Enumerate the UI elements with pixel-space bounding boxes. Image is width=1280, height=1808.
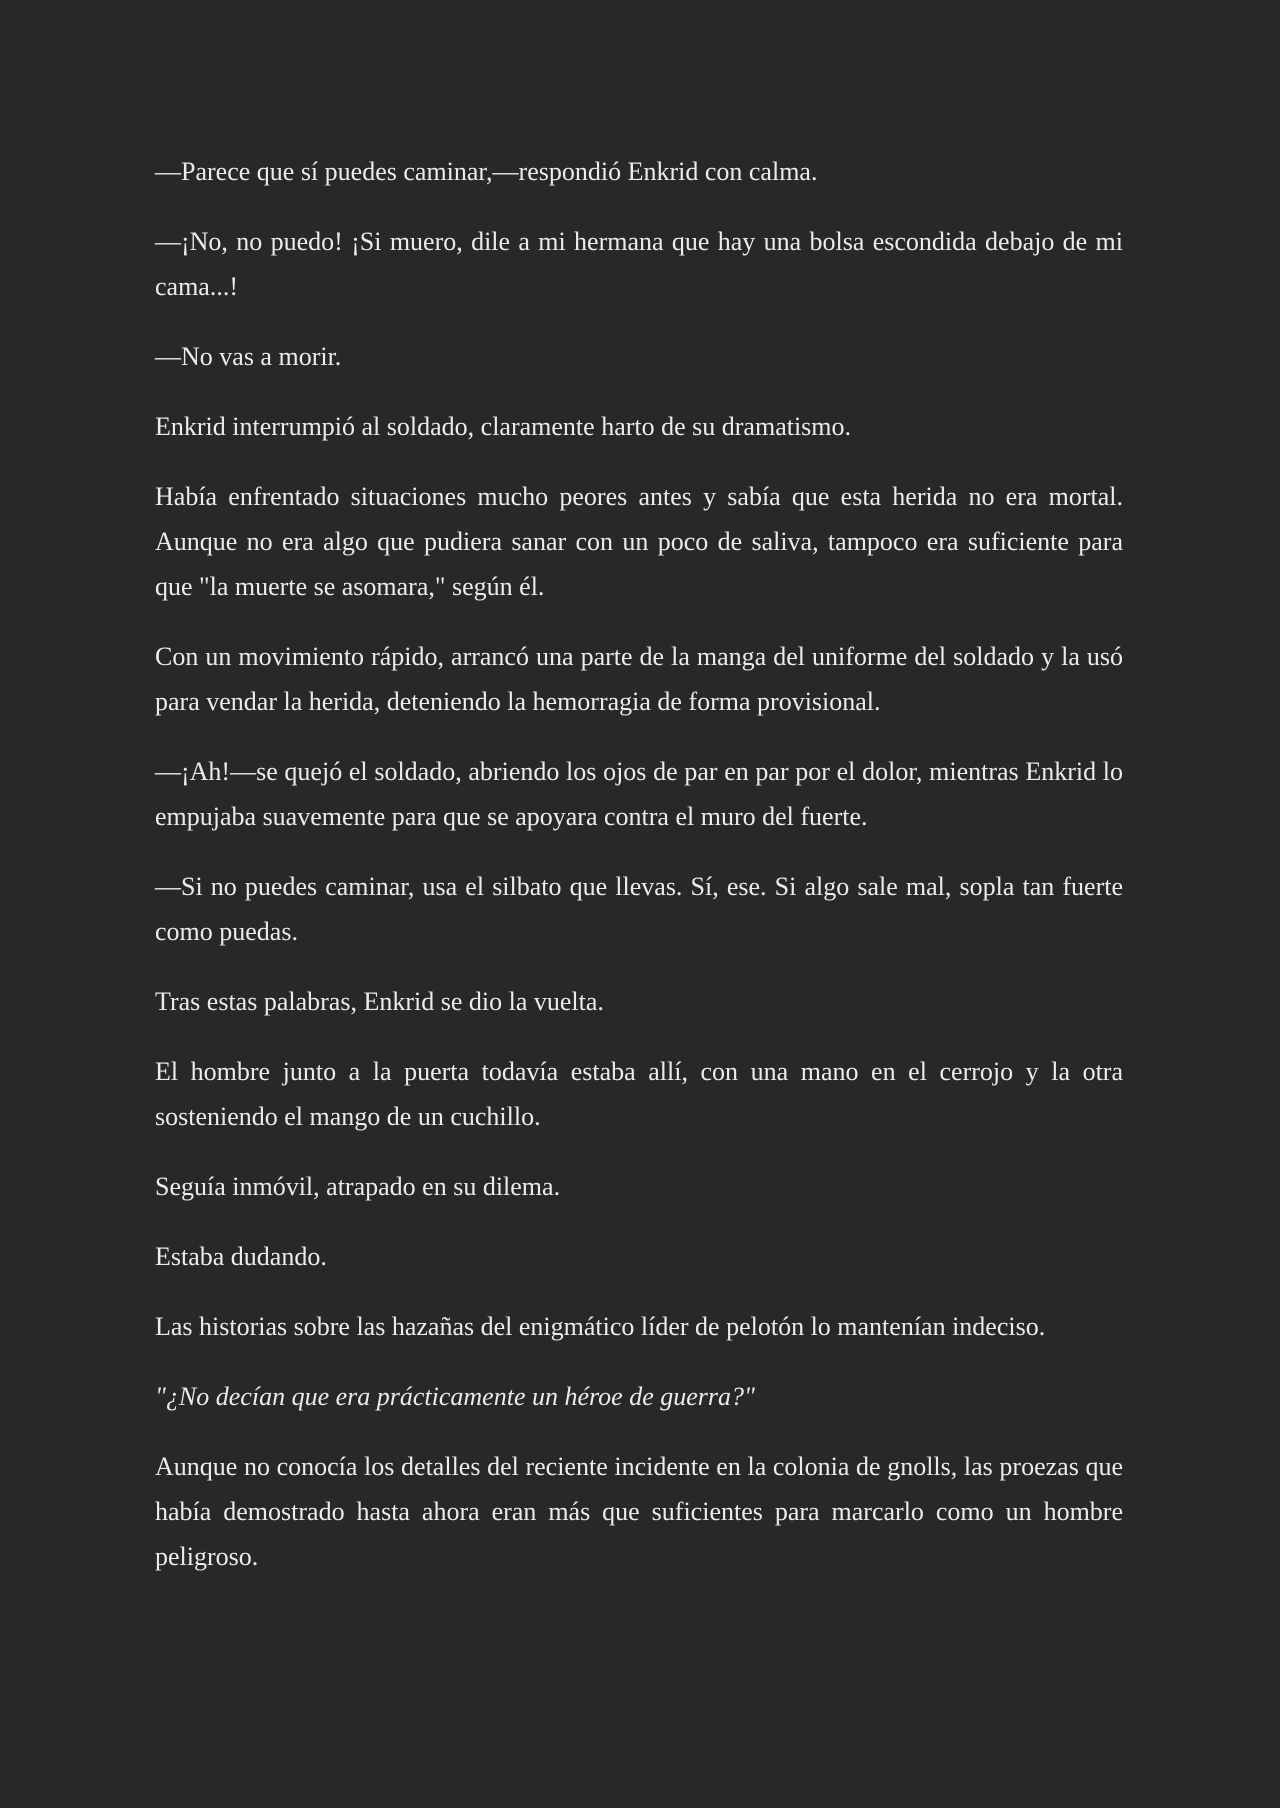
paragraph: Seguía inmóvil, atrapado en su dilema. bbox=[155, 1172, 561, 1201]
paragraph: Las historias sobre las hazañas del enigmático líder de pelotón lo mantenían indeciso. bbox=[155, 1312, 1046, 1341]
paragraph: Estaba dudando. bbox=[155, 1242, 327, 1271]
paragraph: Aunque no conocía los detalles del reciente incidente en la colonia de gnolls, las proezas que había demostrado hasta ahora eran más que suficientes para marcarlo como un hombre peligroso. bbox=[155, 1452, 1123, 1571]
paragraph: —No vas a morir. bbox=[155, 342, 342, 371]
paragraph: —¡Ah!—se quejó el soldado, abriendo los ojos de par en par por el dolor, mientras Enkrid lo empujaba suavemente para que se apoyara contra el muro del fuerte. bbox=[155, 757, 1123, 831]
paragraph: Había enfrentado situaciones mucho peores antes y sabía que esta herida no era mortal. Aunque no era algo que pudiera sanar con un poco de saliva, tampoco era suficiente para que "la muerte se asomara," según él. bbox=[155, 482, 1123, 601]
italic-thought-paragraph: "¿No decían que era prácticamente un héroe de guerra?" bbox=[155, 1382, 755, 1411]
paragraph: Tras estas palabras, Enkrid se dio la vuelta. bbox=[155, 987, 604, 1016]
paragraph: El hombre junto a la puerta todavía estaba allí, con una mano en el cerrojo y la otra sosteniendo el mango de un cuchillo. bbox=[155, 1057, 1123, 1131]
paragraph: —Parece que sí puedes caminar,—respondió Enkrid con calma. bbox=[155, 157, 818, 186]
paragraph: Con un movimiento rápido, arrancó una parte de la manga del uniforme del soldado y la usó para vendar la herida, deteniendo la hemorragia de forma provisional. bbox=[155, 642, 1123, 716]
paragraph: Enkrid interrumpió al soldado, claramente harto de su dramatismo. bbox=[155, 412, 852, 441]
paragraph: —Si no puedes caminar, usa el silbato que llevas. Sí, ese. Si algo sale mal, sopla tan fuerte como puedas. bbox=[155, 872, 1123, 946]
paragraph: —¡No, no puedo! ¡Si muero, dile a mi hermana que hay una bolsa escondida debajo de mi cama...! bbox=[155, 227, 1123, 301]
chapter-text bbox=[155, 149, 1123, 1579]
